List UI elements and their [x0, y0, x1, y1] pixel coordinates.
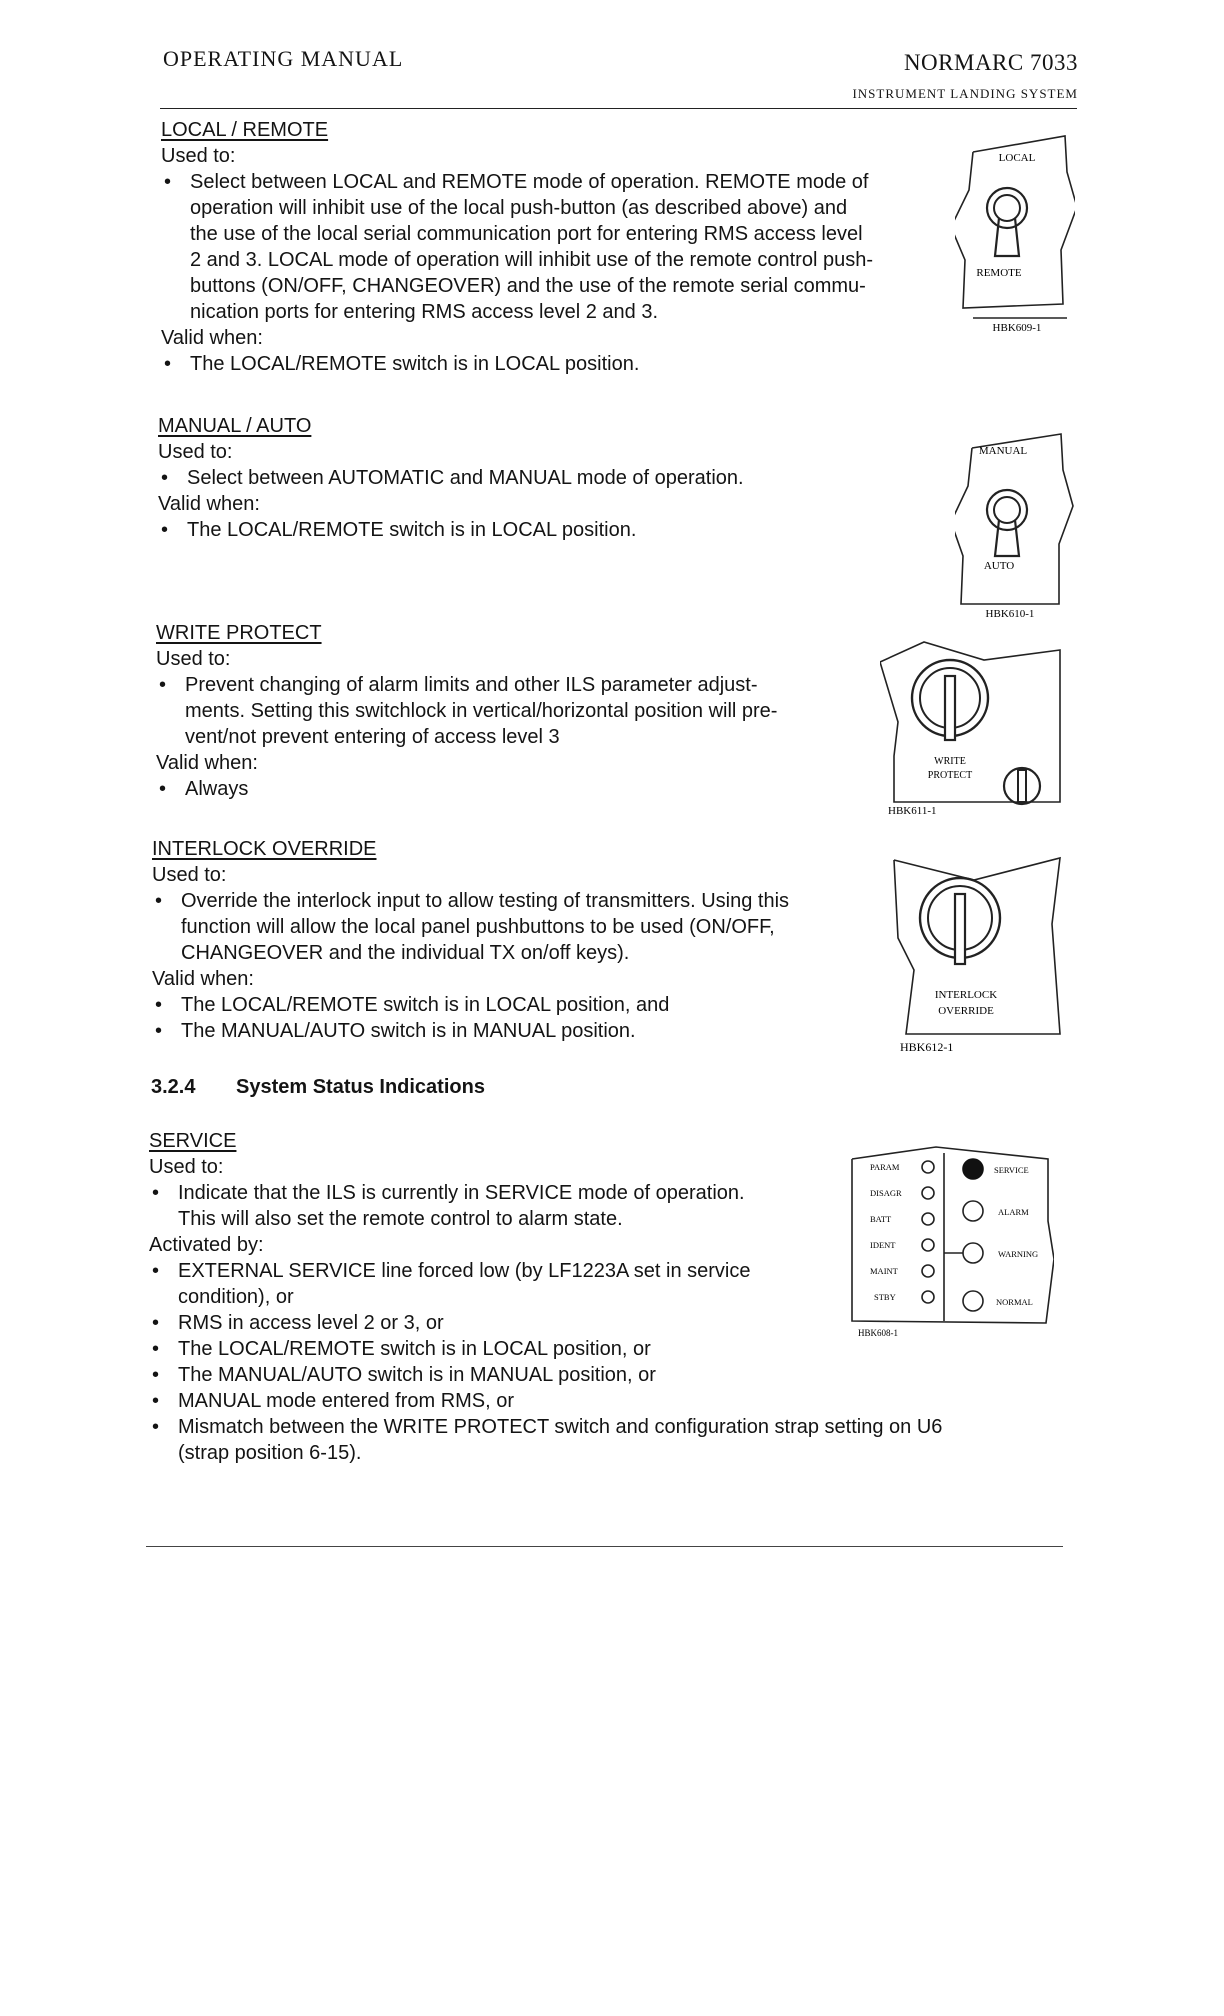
header-left-title: OPERATING MANUAL [163, 46, 404, 71]
text-line: • Indicate that the ILS is currently in SERVICE mode of operation. [178, 1182, 745, 1204]
used-to-label: Used to: [152, 864, 227, 886]
led-warning-icon [963, 1243, 983, 1263]
text-line: function will allow the local panel pushbuttons to be used (ON/OFF, [181, 916, 775, 938]
led-ident-icon [922, 1239, 934, 1251]
figure-interlock-switchlock [892, 850, 1064, 1056]
section-title: MANUAL / AUTO [158, 415, 312, 437]
used-to-list [152, 888, 872, 966]
led-normal-icon [963, 1291, 983, 1311]
text-line: • Mismatch between the WRITE PROTECT switch and configuration strap setting on U6 [178, 1416, 943, 1438]
text-line: the use of the local serial communication port for entering RMS access level [190, 223, 863, 245]
list-item: • The MANUAL/AUTO switch is in MANUAL position, or [149, 1362, 1049, 1388]
list-item: • The LOCAL/REMOTE switch is in LOCAL position, and [152, 992, 872, 1018]
figure-label: LOCAL [998, 152, 1036, 164]
text-line: 2 and 3. LOCAL mode of operation will inhibit use of the remote control push- [190, 249, 873, 271]
used-to-list [158, 465, 958, 491]
valid-when-list [152, 992, 872, 1044]
figure-label: AUTO [983, 560, 1015, 572]
text-line: • Prevent changing of alarm limits and other ILS parameter adjust- [185, 674, 758, 696]
valid-when-label: Valid when: [156, 752, 258, 774]
used-to-list [156, 672, 876, 750]
led-alarm-icon [963, 1201, 983, 1221]
text-line: ments. Setting this switchlock in vertical/horizontal position will pre- [185, 700, 778, 722]
led-label: BATT [870, 1214, 892, 1224]
text-line: • EXTERNAL SERVICE line forced low (by LF1223A set in service [178, 1260, 751, 1282]
section-title: WRITE PROTECT [156, 622, 322, 644]
switchlock-drawing [880, 636, 1064, 818]
valid-when-list [156, 776, 876, 802]
figure-label: INTERLOCK [934, 989, 998, 1001]
status-panel-drawing [848, 1143, 1054, 1339]
led-service-icon [963, 1159, 983, 1179]
text-line: CHANGEOVER and the individual TX on/off keys). [181, 942, 630, 964]
header-right-title: NORMARC 7033 [903, 50, 1078, 75]
text-line: operation will inhibit use of the local push-button (as described above) and [190, 197, 848, 219]
used-to-label: Used to: [149, 1156, 224, 1178]
valid-when-label: Valid when: [152, 968, 254, 990]
subsection-title: System Status Indications [236, 1076, 485, 1098]
text-line: • Select between LOCAL and REMOTE mode of operation. REMOTE mode of [190, 171, 869, 193]
led-label: IDENT [870, 1240, 896, 1250]
section-title: SERVICE [149, 1130, 237, 1152]
led-label: PARAM [870, 1162, 900, 1172]
text-line: vent/not prevent entering of access level 3 [185, 726, 560, 748]
used-to-label: Used to: [156, 648, 231, 670]
valid-when-label: Valid when: [158, 493, 260, 515]
led-label: MAINT [870, 1266, 898, 1276]
led-label: DISAGR [870, 1188, 902, 1198]
section-interlock-override [152, 836, 872, 1044]
text-line: buttons (ON/OFF, CHANGEOVER) and the use of the remote serial commu- [190, 275, 866, 297]
list-item: • Always [156, 776, 876, 802]
subsection-heading [151, 1076, 485, 1099]
list-item [152, 888, 872, 966]
figure-label: REMOTE [976, 267, 1022, 279]
keyhole-icon [995, 520, 1019, 556]
led-label: SERVICE [994, 1165, 1029, 1175]
figure-label: PROTECT [927, 770, 973, 781]
list-item [156, 672, 876, 750]
list-item: • MANUAL mode entered from RMS, or [149, 1388, 1049, 1414]
text-line: (strap position 6-15). [178, 1442, 362, 1464]
figure-ref: HBK612-1 [900, 1040, 954, 1054]
list-item: • The MANUAL/AUTO switch is in MANUAL position. [152, 1018, 872, 1044]
figure-local-remote-keyswitch [955, 132, 1075, 332]
footer-rule [146, 1546, 1063, 1547]
section-title: LOCAL / REMOTE [161, 119, 329, 141]
figure-ref: HBK610-1 [985, 608, 1035, 620]
led-param-icon [922, 1161, 934, 1173]
led-label: STBY [874, 1292, 896, 1302]
list-item: • RMS in access level 2 or 3, or [149, 1310, 1049, 1336]
figure-ref: HBK611-1 [888, 805, 937, 817]
led-maint-icon [922, 1265, 934, 1277]
header-rule [160, 108, 1077, 109]
section-title: INTERLOCK OVERRIDE [152, 838, 377, 860]
valid-when-list [158, 517, 958, 543]
figure-manual-auto-keyswitch [955, 428, 1075, 624]
figure-write-protect-switchlock [880, 636, 1064, 818]
list-item [149, 1414, 1049, 1466]
figure-ref: HBK608-1 [858, 1328, 898, 1338]
led-stby-icon [922, 1291, 934, 1303]
list-item: • The LOCAL/REMOTE switch is in LOCAL position, or [149, 1336, 1049, 1362]
led-disagr-icon [922, 1187, 934, 1199]
switchlock-drawing [892, 850, 1064, 1056]
key-slot-icon [945, 676, 955, 740]
figure-label: WRITE [934, 756, 966, 767]
section-local-remote [161, 117, 961, 377]
text-line: nication ports for entering RMS access level 2 and 3. [190, 301, 659, 323]
list-item: • The LOCAL/REMOTE switch is in LOCAL position. [161, 351, 961, 377]
section-write-protect [156, 620, 876, 802]
led-label: ALARM [998, 1207, 1029, 1217]
figure-label: OVERRIDE [938, 1005, 994, 1017]
keyswitch-drawing [955, 428, 1075, 624]
figure-ref: HBK609-1 [992, 322, 1042, 332]
list-item: • The LOCAL/REMOTE switch is in LOCAL position. [158, 517, 958, 543]
small-lock-icon [1004, 768, 1040, 804]
text-line: condition), or [178, 1286, 294, 1308]
list-item: • Select between AUTOMATIC and MANUAL mode of operation. [158, 465, 958, 491]
valid-when-list [161, 351, 961, 377]
list-item [161, 169, 961, 325]
used-to-label: Used to: [158, 441, 233, 463]
keyswitch-drawing [955, 132, 1075, 332]
figure-label: MANUAL [978, 445, 1028, 457]
key-slot-icon [955, 894, 965, 964]
led-batt-icon [922, 1213, 934, 1225]
text-line: This will also set the remote control to alarm state. [178, 1208, 623, 1230]
led-label: WARNING [998, 1249, 1039, 1259]
led-label: NORMAL [996, 1297, 1033, 1307]
activated-by-label: Activated by: [149, 1234, 264, 1256]
section-manual-auto [158, 413, 958, 543]
keyhole-icon [995, 218, 1019, 256]
valid-when-label: Valid when: [161, 327, 263, 349]
header-subtitle: INSTRUMENT LANDING SYSTEM [852, 86, 1078, 101]
used-to-list [161, 169, 961, 325]
used-to-label: Used to: [161, 145, 236, 167]
text-line: • Override the interlock input to allow testing of transmitters. Using this [181, 890, 790, 912]
subsection-number: 3.2.4 [151, 1076, 196, 1098]
figure-status-panel [848, 1143, 1054, 1339]
